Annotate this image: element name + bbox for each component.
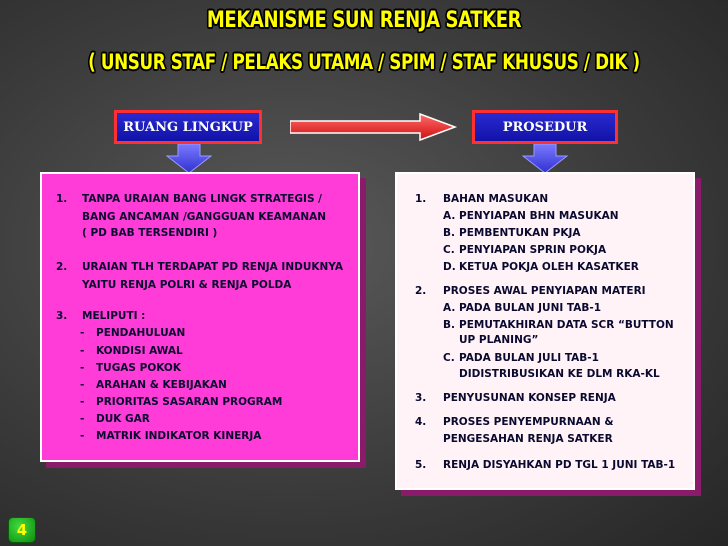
- header-ruang-lingkup: RUANG LINGKUP: [114, 110, 262, 144]
- list-marker: B.: [443, 227, 455, 239]
- list-marker: -: [80, 379, 85, 391]
- list-text: MELIPUTI :: [82, 310, 146, 322]
- list-text: PENYIAPAN SPRIN POKJA: [459, 244, 607, 256]
- list-text: DUK GAR: [96, 413, 150, 425]
- right-arrow-icon: [290, 112, 460, 142]
- ruang-lingkup-panel: [40, 172, 360, 462]
- list-marker: -: [80, 396, 85, 408]
- prosedur-panel: [395, 172, 695, 490]
- list-marker: 3.: [56, 310, 68, 322]
- list-text: TANPA URAIAN BANG LINGK STRATEGIS /: [82, 193, 323, 205]
- list-text: RENJA DISYAHKAN PD TGL 1 JUNI TAB-1: [443, 459, 676, 471]
- list-marker: C.: [443, 244, 455, 256]
- page-number-badge: 4: [8, 517, 36, 543]
- slide-title: MEKANISME SUN RENJA SATKER: [206, 8, 522, 33]
- list-marker: 1.: [415, 193, 427, 205]
- list-marker: -: [80, 327, 85, 339]
- list-marker: 3.: [415, 392, 427, 404]
- list-text: PRIORITAS SASARAN PROGRAM: [96, 396, 283, 408]
- list-marker: 5.: [415, 459, 427, 471]
- list-marker: -: [80, 362, 85, 374]
- list-text: ( PD BAB TERSENDIRI ): [82, 227, 218, 239]
- list-text: PADA BULAN JULI TAB-1: [459, 352, 599, 364]
- list-text: ARAHAN & KEBIJAKAN: [96, 379, 227, 391]
- list-marker: D.: [443, 261, 456, 273]
- list-text: YAITU RENJA POLRI & RENJA POLDA: [82, 279, 292, 291]
- list-marker: -: [80, 345, 85, 357]
- down-arrow-right-icon: [522, 144, 568, 174]
- slide-subtitle: ( UNSUR STAF / PELAKS UTAMA / SPIM / STAF KHUSUS / DIK ): [88, 50, 640, 74]
- list-marker: -: [80, 413, 85, 425]
- list-text: MATRIK INDIKATOR KINERJA: [96, 430, 262, 442]
- list-text: UP PLANING”: [459, 334, 539, 346]
- list-text: PROSES AWAL PENYIAPAN MATERI: [443, 285, 646, 297]
- list-text: TUGAS POKOK: [96, 362, 181, 374]
- list-text: URAIAN TLH TERDAPAT PD RENJA INDUKNYA: [82, 261, 344, 273]
- list-marker: B.: [443, 319, 455, 331]
- list-text: PROSES PENYEMPURNAAN &: [443, 416, 614, 428]
- list-text: PENYIAPAN BHN MASUKAN: [459, 210, 619, 222]
- list-text: PEMBENTUKAN PKJA: [459, 227, 581, 239]
- list-marker: 2.: [56, 261, 68, 273]
- list-marker: 2.: [415, 285, 427, 297]
- list-text: PENYUSUNAN KONSEP RENJA: [443, 392, 616, 404]
- list-text: PENGESAHAN RENJA SATKER: [443, 433, 613, 445]
- list-text: PEMUTAKHIRAN DATA SCR “BUTTON: [459, 319, 674, 331]
- header-prosedur: PROSEDUR: [472, 110, 618, 144]
- list-marker: -: [80, 430, 85, 442]
- list-marker: A.: [443, 210, 456, 222]
- list-text: BANG ANCAMAN /GANGGUAN KEAMANAN: [82, 211, 327, 223]
- list-text: PENDAHULUAN: [96, 327, 186, 339]
- down-arrow-left-icon: [166, 144, 212, 174]
- list-text: PADA BULAN JUNI TAB-1: [459, 302, 602, 314]
- list-text: KETUA POKJA OLEH KASATKER: [459, 261, 639, 273]
- list-marker: 4.: [415, 416, 427, 428]
- list-text: BAHAN MASUKAN: [443, 193, 549, 205]
- list-text: DIDISTRIBUSIKAN KE DLM RKA-KL: [459, 368, 660, 380]
- list-text: KONDISI AWAL: [96, 345, 183, 357]
- list-marker: A.: [443, 302, 456, 314]
- list-marker: 1.: [56, 193, 68, 205]
- list-marker: C.: [443, 352, 455, 364]
